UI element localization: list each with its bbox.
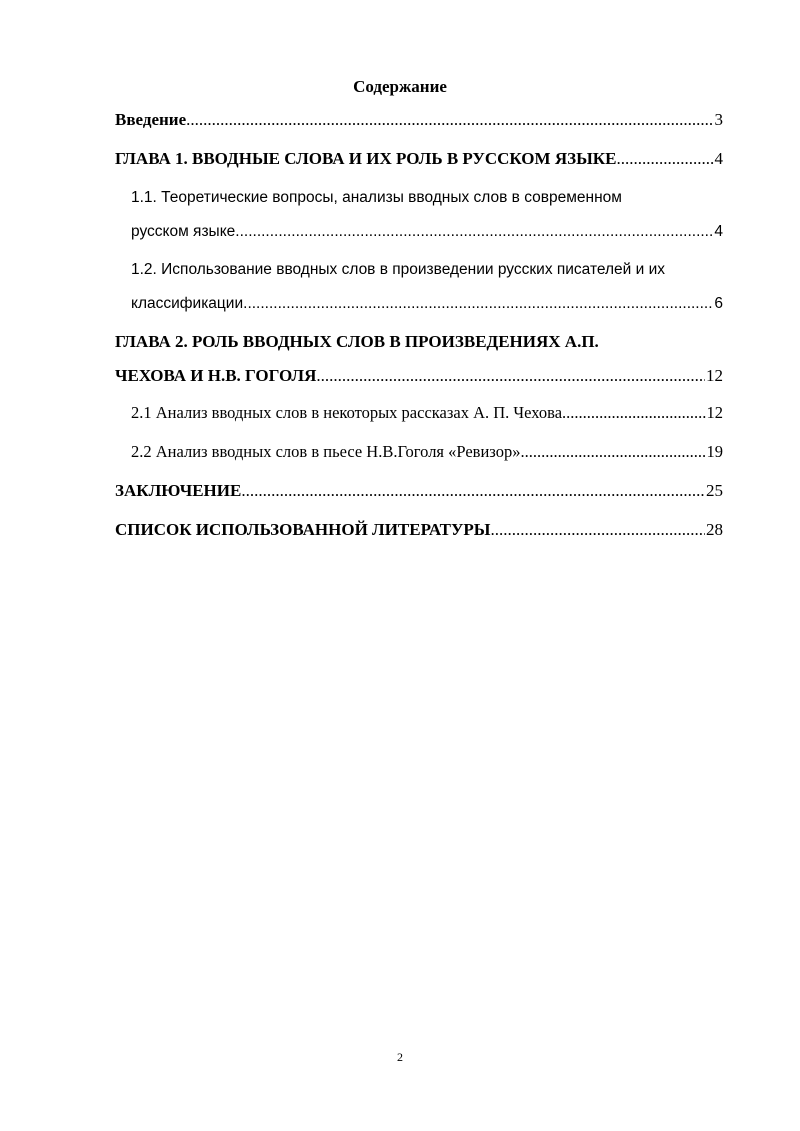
toc-entry-label: классификации bbox=[131, 295, 244, 312]
toc-entry-section-2-2[interactable] bbox=[131, 440, 723, 464]
toc-entry-chapter-2-line1: ГЛАВА 2. РОЛЬ ВВОДНЫХ СЛОВ В ПРОИЗВЕДЕНИЯХ А.П. bbox=[115, 332, 599, 351]
toc-entry-section-1-1[interactable] bbox=[131, 220, 723, 244]
toc-entry-conclusion[interactable] bbox=[115, 479, 723, 503]
toc-page-number: 3 bbox=[714, 110, 723, 129]
toc-entry-label: ЗАКЛЮЧЕНИЕ bbox=[115, 481, 242, 500]
dot-leader bbox=[186, 108, 713, 132]
dot-leader bbox=[491, 518, 706, 542]
toc-entry-label: 2.1 Анализ вводных слов в некоторых рассказах А. П. Чехова bbox=[131, 403, 563, 422]
toc-entry-references[interactable] bbox=[115, 518, 723, 542]
toc-page-number: 4 bbox=[714, 223, 723, 240]
toc-entry-label: 2.2 Анализ вводных слов в пьесе Н.В.Гоголя «Ревизор» bbox=[131, 442, 521, 461]
dot-leader bbox=[616, 147, 713, 171]
toc-entry-label: Введение bbox=[115, 110, 187, 129]
toc-page-number: 19 bbox=[706, 442, 723, 461]
toc-entry-chapter-2[interactable] bbox=[115, 364, 723, 388]
toc-page-number: 12 bbox=[706, 403, 723, 422]
page-title: Содержание bbox=[353, 77, 447, 96]
dot-leader bbox=[562, 401, 705, 425]
dot-leader bbox=[316, 364, 705, 388]
toc-entry-chapter-1[interactable] bbox=[115, 147, 723, 171]
page-number: 2 bbox=[397, 1050, 403, 1064]
toc-page-number: 28 bbox=[706, 520, 723, 539]
toc-entry-label: русском языке bbox=[131, 223, 236, 240]
toc-entry-label: ЧЕХОВА И Н.В. ГОГОЛЯ bbox=[115, 366, 317, 385]
dot-leader bbox=[241, 479, 705, 503]
dot-leader bbox=[235, 220, 713, 244]
toc-entry-section-1-2[interactable] bbox=[131, 292, 723, 316]
toc-page-number: 6 bbox=[714, 295, 723, 312]
toc-page-number: 4 bbox=[714, 149, 723, 168]
dot-leader bbox=[243, 292, 713, 316]
toc-entry-label: СПИСОК ИСПОЛЬЗОВАННОЙ ЛИТЕРАТУРЫ bbox=[115, 520, 491, 539]
toc-entry-section-1-1-line1: 1.1. Теоретические вопросы, анализы вводных слов в современном bbox=[131, 189, 622, 206]
toc-page-number: 25 bbox=[706, 481, 723, 500]
toc-entry-intro[interactable] bbox=[115, 108, 723, 132]
toc-entry-section-2-1[interactable] bbox=[131, 401, 723, 425]
toc-entry-section-1-2-line1: 1.2. Использование вводных слов в произведении русских писателей и их bbox=[131, 261, 665, 278]
dot-leader bbox=[520, 440, 705, 464]
toc-page-number: 12 bbox=[706, 366, 723, 385]
toc-entry-label: ГЛАВА 1. ВВОДНЫЕ СЛОВА И ИХ РОЛЬ В РУССКОМ ЯЗЫКЕ bbox=[115, 149, 617, 168]
